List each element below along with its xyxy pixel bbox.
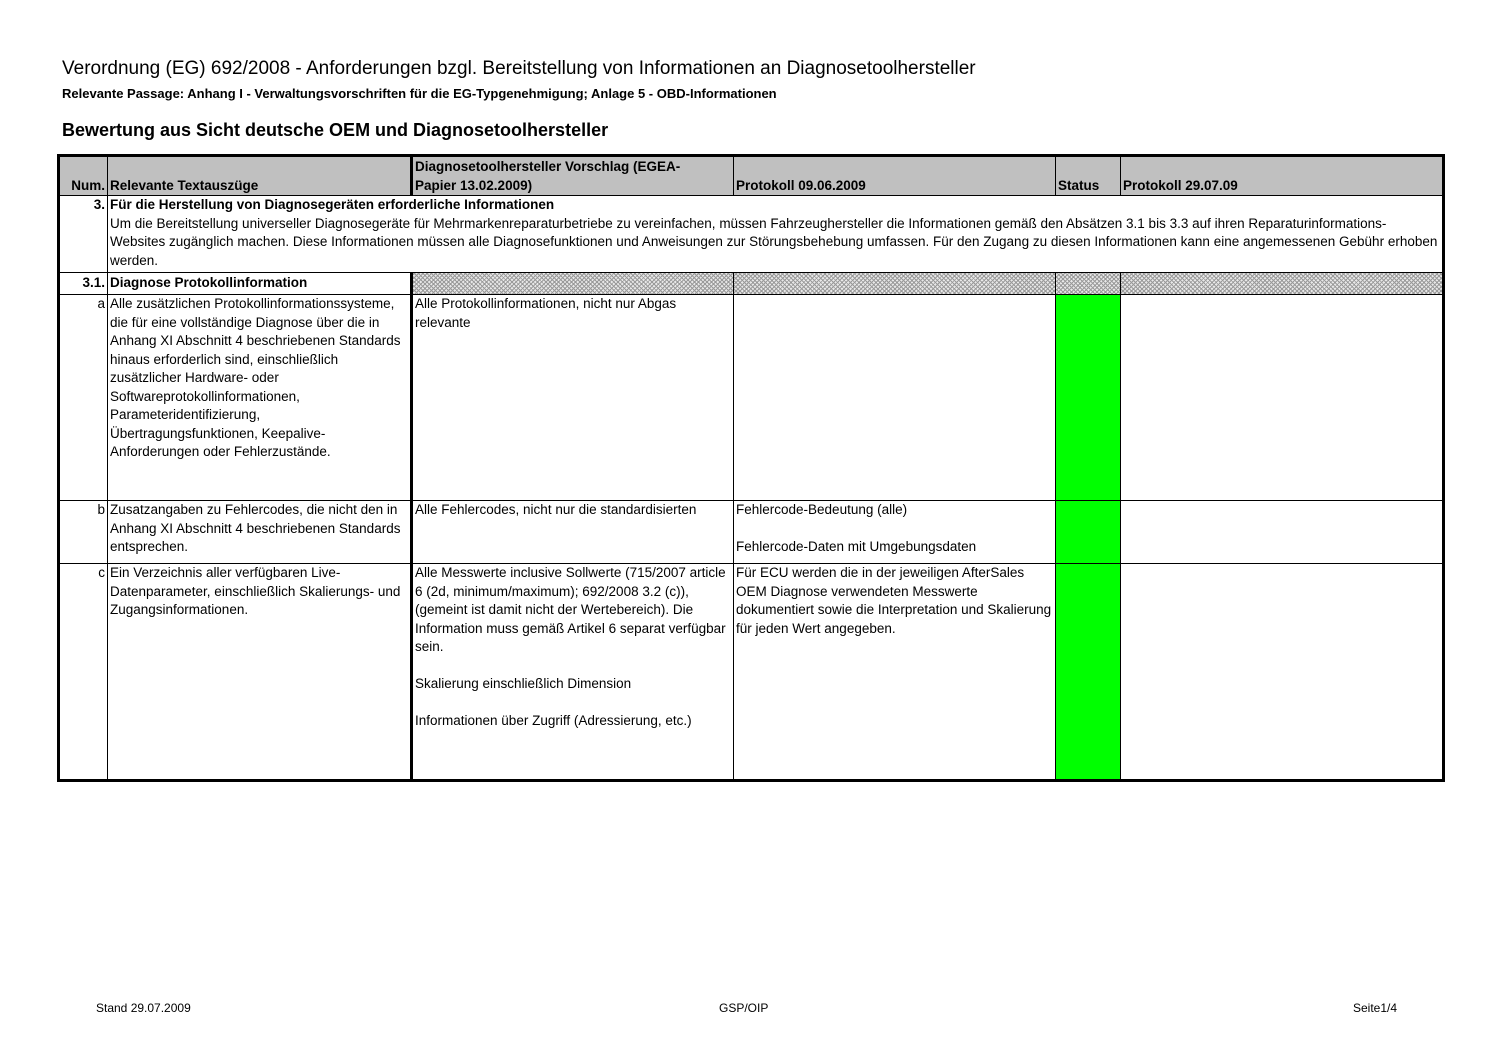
footer-department: GSP/OIP: [719, 1001, 769, 1015]
section-3-1-row: [59, 273, 1444, 295]
header-proposal: [412, 156, 734, 196]
row-protocol-2: [1121, 501, 1444, 564]
row-proposal: Alle Fehlercodes, nicht nur die standardisierten: [412, 501, 734, 564]
row-protocol-1: Für ECU werden die in der jeweiligen AfterSales OEM Diagnose verwendeten Messwerte dokumentiert sowie die Interpretation und Skalierung für jeden Wert angegeben.: [734, 564, 1056, 781]
row-protocol-2: [1121, 564, 1444, 781]
status-indicator: [1056, 501, 1121, 564]
proposal-paragraph: Informationen über Zugriff (Adressierung, etc.): [415, 713, 692, 728]
evaluation-table: [57, 154, 1445, 782]
status-indicator: [1056, 564, 1121, 781]
hatched-cell: [412, 273, 734, 295]
hatched-cell: [734, 273, 1056, 295]
section-heading: Bewertung aus Sicht deutsche OEM und Diagnosetoolhersteller: [62, 120, 609, 140]
section-3-title: Für die Herstellung von Diagnosegeräten erforderliche Informationen: [110, 197, 555, 212]
header-protocol-2: Protokoll 29.07.09: [1121, 156, 1444, 196]
table-row: [59, 501, 1444, 564]
section-3-num: 3.: [59, 196, 108, 273]
header-relevant-text: Relevante Textauszüge: [108, 156, 412, 196]
table-header-row: [59, 156, 1444, 196]
proposal-paragraph: Alle Messwerte inclusive Sollwerte (715/2007 article 6 (2d, minimum/maximum); 692/2008 3.2 (c)), (gemeint ist damit nicht der Wertebereich). Die Information muss gemäß Artikel 6 separat verfügbar sein.: [415, 565, 726, 654]
footer-page-number: Seite1/4: [1353, 1001, 1398, 1015]
section-3-row: [59, 196, 1444, 273]
row-num: b: [59, 501, 108, 564]
hatched-cell: [1121, 273, 1444, 295]
document-title: Verordnung (EG) 692/2008 - Anforderungen bzgl. Bereitstellung von Informationen an Diagnosetoolhersteller: [62, 58, 976, 79]
row-relevant-text: Alle zusätzlichen Protokollinformationssysteme, die für eine vollständige Diagnose über die in Anhang XI Abschnitt 4 beschriebenen Standards hinaus erforderlich sind, einschließlich zusätzlicher Hardware- oder Softwareprotokollinformationen, Parameteridentifizierung, Übertragungsfunktionen, Keepalive-Anforderungen oder Fehlerzustände.: [108, 295, 412, 501]
table-row: [59, 295, 1444, 501]
section-3-1-title: Diagnose Protokollinformation: [108, 273, 412, 295]
proposal-paragraph: Skalierung einschließlich Dimension: [415, 676, 632, 691]
footer-date: Stand 29.07.2009: [96, 1001, 191, 1015]
row-proposal: [412, 564, 734, 781]
row-num: a: [59, 295, 108, 501]
row-relevant-text: Zusatzangaben zu Fehlercodes, die nicht den in Anhang XI Abschnitt 4 beschriebenen Standards entsprechen.: [108, 501, 412, 564]
protocol-line: Fehlercode-Daten mit Umgebungsdaten: [736, 539, 977, 554]
section-3-1-num: 3.1.: [59, 273, 108, 295]
protocol-line: Fehlercode-Bedeutung (alle): [736, 502, 908, 517]
row-protocol-2: [1121, 295, 1444, 501]
document-subtitle: Relevante Passage: Anhang I - Verwaltungsvorschriften für die EG-Typgenehmigung; Anlage 5 - OBD-Informationen: [62, 86, 777, 101]
header-num: Num.: [59, 156, 108, 196]
row-protocol-1: [734, 295, 1056, 501]
row-relevant-text: Ein Verzeichnis aller verfügbaren Live-Datenparameter, einschließlich Skalierungs- und Zugangsinformationen.: [108, 564, 412, 781]
header-protocol-1: Protokoll 09.06.2009: [734, 156, 1056, 196]
header-status: Status: [1056, 156, 1121, 196]
section-3-content: [108, 196, 1444, 273]
row-num: c: [59, 564, 108, 781]
header-proposal-line2: Papier 13.02.2009): [415, 177, 533, 193]
hatched-cell: [1056, 273, 1121, 295]
row-protocol-1: [734, 501, 1056, 564]
header-proposal-line1: Diagnosetoolhersteller Vorschlag (EGEA-: [415, 159, 681, 174]
section-3-body: Um die Bereitstellung universeller Diagnosegeräte für Mehrmarkenreparaturbetriebe zu vereinfachen, müssen Fahrzeughersteller die Informationen gemäß den Absätzen 3.1 bis 3.3 auf ihren Reparaturinformations-Websites zugänglich machen. Diese Informationen müssen alle Diagnosefunktionen und Anweisungen zur Störungsbehebung umfassen. Für den Zugang zu diesen Informationen kann eine angemessenen Gebühr erhoben werden.: [110, 215, 1438, 268]
status-indicator: [1056, 295, 1121, 501]
table-row: [59, 564, 1444, 781]
row-proposal: Alle Protokollinformationen, nicht nur Abgas relevante: [412, 295, 734, 501]
